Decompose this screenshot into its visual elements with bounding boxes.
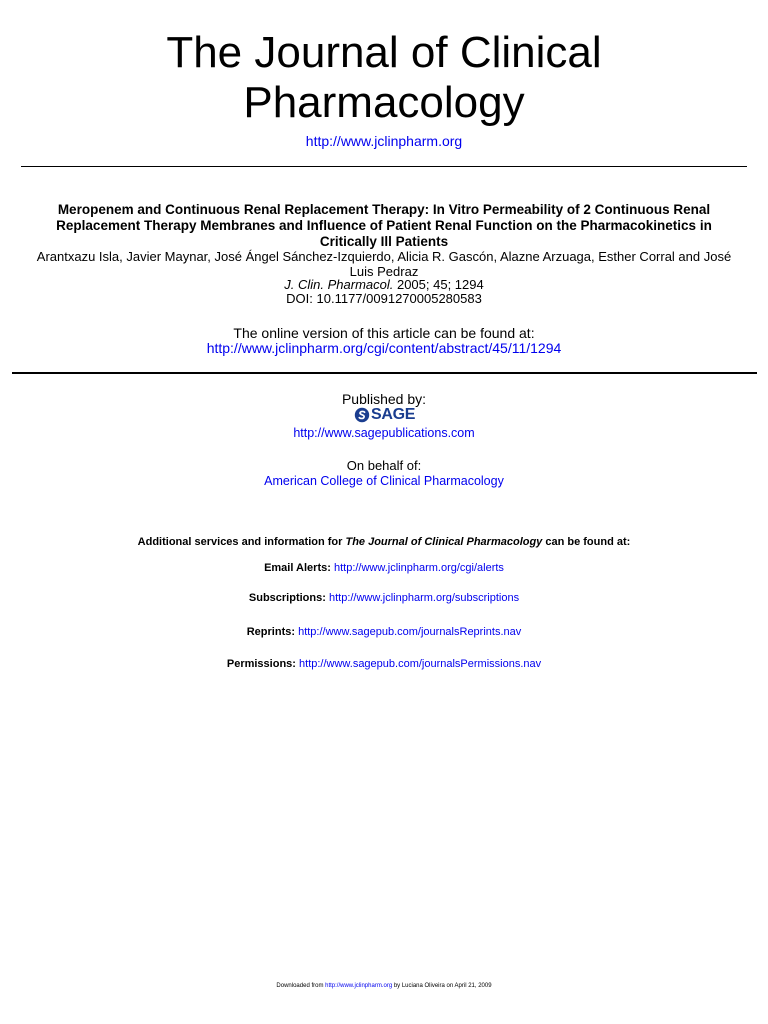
sage-logo-text: SAGE bbox=[371, 406, 416, 423]
services-suffix: can be found at: bbox=[542, 536, 631, 548]
article-title-line2: Replacement Therapy Membranes and Influence of Patient Renal Function on the Pharmacokinetics in bbox=[56, 218, 712, 233]
services-heading bbox=[0, 536, 768, 549]
journal-title-line2: Pharmacology bbox=[243, 78, 525, 127]
service-link-email-alerts[interactable]: http://www.jclinpharm.org/cgi/alerts bbox=[333, 562, 504, 574]
header-divider bbox=[21, 166, 747, 167]
service-row-subscriptions bbox=[0, 592, 768, 605]
footer-suffix: by Luciana Oliveira on April 21, 2009 bbox=[392, 983, 492, 989]
services-journal: The Journal of Clinical Pharmacology bbox=[345, 536, 543, 548]
online-version-container bbox=[0, 340, 768, 356]
authors-line2: Luis Pedraz bbox=[349, 264, 419, 279]
journal-url-link[interactable]: http://www.jclinpharm.org bbox=[305, 133, 463, 149]
sage-url-link[interactable]: http://www.sagepublications.com bbox=[293, 426, 475, 440]
service-link-permissions[interactable]: http://www.sagepub.com/journalsPermissions.nav bbox=[299, 658, 542, 670]
services-prefix: Additional services and information for bbox=[137, 536, 346, 548]
article-doi: DOI: 10.1177/0091270005280583 bbox=[286, 291, 482, 306]
footer-prefix: Downloaded from bbox=[276, 983, 326, 989]
service-label: Subscriptions: bbox=[248, 592, 326, 604]
on-behalf-org-link[interactable]: American College of Clinical Pharmacology bbox=[264, 474, 504, 488]
service-row-permissions bbox=[0, 658, 768, 671]
service-link-reprints[interactable]: http://www.sagepub.com/journalsReprints.nav bbox=[298, 626, 522, 638]
sage-logo-icon bbox=[354, 407, 370, 423]
service-row-email-alerts bbox=[0, 562, 768, 575]
sage-logo bbox=[354, 406, 418, 424]
service-label: Permissions: bbox=[226, 658, 296, 670]
article-title-line1: Meropenem and Continuous Renal Replacement Therapy: In Vitro Permeability of 2 Continuous Renal bbox=[57, 202, 711, 217]
on-behalf-container bbox=[0, 474, 768, 489]
article-authors bbox=[10, 249, 758, 279]
journal-title bbox=[0, 28, 768, 128]
service-label: Reprints: bbox=[246, 626, 296, 638]
service-label: Email Alerts: bbox=[264, 562, 331, 574]
article-title-line3: Critically Ill Patients bbox=[319, 234, 449, 249]
article-citation bbox=[0, 277, 768, 292]
section-divider bbox=[12, 372, 757, 374]
journal-title-line1: The Journal of Clinical bbox=[166, 28, 602, 77]
published-by-label: Published by: bbox=[341, 391, 427, 407]
sage-url-container bbox=[0, 426, 768, 441]
footer-url-link[interactable]: http://www.jclinpharm.org bbox=[325, 983, 393, 989]
on-behalf-label: On behalf of: bbox=[346, 458, 422, 473]
citation-volume: 2005; 45; 1294 bbox=[393, 277, 484, 292]
journal-url-container bbox=[0, 133, 768, 149]
service-link-subscriptions[interactable]: http://www.jclinpharm.org/subscriptions bbox=[328, 592, 520, 604]
article-title bbox=[10, 202, 758, 250]
authors-line1: Arantxazu Isla, Javier Maynar, José Ángel Sánchez-Izquierdo, Alicia R. Gascón, Alazne Arzuaga, Esther Corral and José bbox=[36, 249, 732, 264]
online-version-label: The online version of this article can be found at: bbox=[233, 325, 535, 341]
service-row-reprints bbox=[0, 626, 768, 639]
citation-journal: J. Clin. Pharmacol. bbox=[284, 277, 394, 292]
online-version-link[interactable]: http://www.jclinpharm.org/cgi/content/abstract/45/11/1294 bbox=[206, 340, 562, 356]
download-footer bbox=[0, 982, 768, 990]
